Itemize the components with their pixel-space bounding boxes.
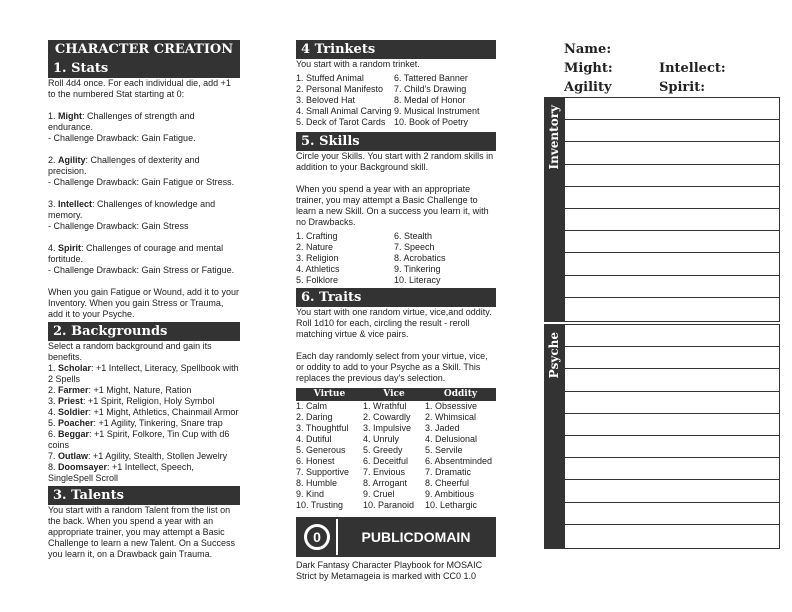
traits-cell: 8. Cheerful bbox=[425, 478, 470, 488]
trinkets-skills-traits-column bbox=[296, 40, 496, 582]
stat-item bbox=[48, 111, 240, 133]
talents-section bbox=[48, 505, 240, 560]
list-item: 6. Tattered Banner bbox=[394, 73, 468, 83]
background-number: 3. bbox=[48, 396, 59, 406]
slot-row[interactable] bbox=[565, 480, 779, 502]
background-item bbox=[48, 363, 240, 385]
list-item: 4. Athletics bbox=[296, 264, 340, 274]
slot-row[interactable] bbox=[565, 458, 779, 480]
list-item: 5. Folklore bbox=[296, 275, 339, 285]
slot-row[interactable] bbox=[565, 392, 779, 414]
trinkets-intro: You start with a random trinket. bbox=[296, 59, 420, 69]
slot-row[interactable] bbox=[565, 325, 779, 347]
backgrounds-section bbox=[48, 341, 240, 484]
background-number: 6. bbox=[48, 429, 59, 439]
background-number: 1. bbox=[48, 363, 59, 373]
footer bbox=[296, 560, 496, 582]
traits-intro: You start with one random virtue, vice,and oddity. Roll 1d10 for each, circling the result - reroll matching virtue & vice pairs. bbox=[296, 307, 492, 339]
character-creation-title: CHARACTER CREATION bbox=[48, 40, 240, 59]
traits-cell: 5. Servile bbox=[425, 445, 463, 455]
background-item bbox=[48, 429, 240, 451]
stat-name: Agility bbox=[58, 155, 86, 165]
background-item bbox=[48, 385, 240, 396]
footer-line-2: Strict by Metamageia is marked with CC0 1.0 bbox=[296, 571, 477, 581]
list-item: 7. Child's Drawing bbox=[394, 84, 467, 94]
list-item: 9. Tinkering bbox=[394, 264, 441, 274]
list-item: 10. Literacy bbox=[394, 275, 441, 285]
list-item: 6. Stealth bbox=[394, 231, 433, 241]
traits-cell: 6. Honest bbox=[296, 456, 335, 466]
slot-row[interactable] bbox=[565, 347, 779, 369]
skills-section bbox=[296, 151, 496, 286]
slot-row[interactable] bbox=[565, 525, 779, 547]
background-number: 4. bbox=[48, 407, 59, 417]
psyche-label: Psyche bbox=[547, 332, 561, 379]
character-fields bbox=[564, 40, 780, 97]
stat-number: 3. bbox=[48, 199, 59, 209]
background-desc: : +1 Spirit, Folkore, Tin Cup with d6 coins bbox=[48, 429, 230, 450]
slot-row[interactable] bbox=[565, 253, 779, 275]
traits-cell: 8. Arrogant bbox=[363, 478, 408, 488]
background-name: Farmer bbox=[58, 385, 89, 395]
background-name: Poacher bbox=[58, 418, 94, 428]
traits-cell: 3. Thoughtful bbox=[296, 423, 349, 433]
stat-item bbox=[48, 243, 240, 265]
background-name: Scholar bbox=[58, 363, 92, 373]
slot-row[interactable] bbox=[565, 276, 779, 298]
slot-row[interactable] bbox=[565, 436, 779, 458]
background-number: 5. bbox=[48, 418, 59, 428]
spacer bbox=[48, 232, 240, 243]
slot-row[interactable] bbox=[565, 414, 779, 436]
stats-intro: Roll 4d4 once. For each individual die, add +1 to the numbered Stat starting at 0: bbox=[48, 78, 231, 99]
traits-cell: 4. Delusional bbox=[425, 434, 478, 444]
background-number: 2. bbox=[48, 385, 59, 395]
trinkets-header: 4 Trinkets bbox=[296, 40, 496, 59]
traits-cell: 7. Supportive bbox=[296, 467, 350, 477]
background-item bbox=[48, 396, 240, 407]
stat-desc: : Challenges of courage and mental fortitude. bbox=[48, 243, 224, 264]
list-item: 10. Book of Poetry bbox=[394, 117, 469, 127]
slot-row[interactable] bbox=[565, 298, 779, 320]
background-number: 8. bbox=[48, 462, 59, 472]
background-desc: : +1 Intellect, Speech, SingleSpell Scroll bbox=[48, 462, 194, 483]
stat-drawback: - Challenge Drawback: Gain Fatigue. bbox=[48, 133, 196, 143]
stat-name: Might bbox=[58, 111, 83, 121]
traits-cell: 8. Humble bbox=[296, 478, 338, 488]
traits-cell: 9. Kind bbox=[296, 489, 325, 499]
traits-cell: 2. Whimsical bbox=[425, 412, 477, 422]
traits-cell: 10. Paranoid bbox=[363, 500, 415, 510]
traits-cell: 1. Obsessive bbox=[425, 401, 478, 411]
background-desc: : +1 Might, Nature, Ration bbox=[88, 385, 192, 395]
spirit-label: Spirit: bbox=[659, 80, 706, 95]
background-name: Outlaw bbox=[58, 451, 89, 461]
background-name: Doomsayer bbox=[58, 462, 108, 472]
inventory-slots bbox=[564, 97, 780, 322]
inventory-sidebar bbox=[544, 97, 564, 322]
name-label: Name: bbox=[564, 42, 612, 57]
public-domain-icon: 0 bbox=[298, 519, 336, 555]
list-item: 2. Nature bbox=[296, 242, 334, 252]
traits-cell: 10. Trusting bbox=[296, 500, 344, 510]
list-item: 7. Speech bbox=[394, 242, 435, 252]
stat-number: 2. bbox=[48, 155, 59, 165]
traits-cell: 5. Generous bbox=[296, 445, 346, 455]
background-desc: : +1 Intellect, Literacy, Spellbook with 2 Spells bbox=[48, 363, 239, 384]
traits-cell: 3. Impulsive bbox=[363, 423, 412, 433]
stats-section bbox=[48, 78, 240, 320]
background-desc: : +1 Might, Athletics, Chainmail Armor bbox=[88, 407, 239, 417]
talents-header: 3. Talents bbox=[48, 486, 240, 505]
slot-row[interactable] bbox=[565, 120, 779, 142]
traits-cell: 2. Cowardly bbox=[363, 412, 411, 422]
slot-row[interactable] bbox=[565, 209, 779, 231]
stat-number: 4. bbox=[48, 243, 59, 253]
skill-list bbox=[296, 231, 496, 286]
stat-drawback: - Challenge Drawback: Gain Stress or Fatigue. bbox=[48, 265, 235, 275]
traits-cell: 4. Dutiful bbox=[296, 434, 332, 444]
stat-drawback: - Challenge Drawback: Gain Fatigue or Stress. bbox=[48, 177, 235, 187]
skills-header: 5. Skills bbox=[296, 132, 496, 151]
skills-intro: Circle your Skills. You start with 2 random skills in addition to your Background skill. bbox=[296, 151, 494, 172]
traits-cell: 10. Lethargic bbox=[425, 500, 478, 510]
backgrounds-header: 2. Backgrounds bbox=[48, 322, 240, 341]
background-item bbox=[48, 407, 240, 418]
traits-cell: 4. Unruly bbox=[363, 434, 400, 444]
background-desc: : +1 Spirit, Religion, Holy Symbol bbox=[83, 396, 215, 406]
slot-row[interactable] bbox=[565, 142, 779, 164]
slot-row[interactable] bbox=[565, 98, 779, 120]
footer-line-1: Dark Fantasy Character Playbook for MOSAIC bbox=[296, 560, 483, 570]
list-item: 2. Personal Manifesto bbox=[296, 84, 384, 94]
background-name: Beggar bbox=[58, 429, 90, 439]
traits-table bbox=[296, 388, 496, 511]
background-item bbox=[48, 418, 240, 429]
might-label: Might: bbox=[564, 61, 613, 76]
traits-intro-2: Each day randomly select from your virtue, vice, or oddity to add to your Psyche as a Skill. This replaces the previous day's selection. bbox=[296, 351, 488, 383]
stat-drawback: - Challenge Drawback: Gain Stress bbox=[48, 221, 189, 231]
list-item: 8. Acrobatics bbox=[394, 253, 446, 263]
list-item: 1. Stuffed Animal bbox=[296, 73, 364, 83]
slot-row[interactable] bbox=[565, 503, 779, 525]
public-domain-text: PUBLICDOMAIN bbox=[338, 519, 494, 555]
intellect-label: Intellect: bbox=[659, 61, 726, 76]
stats-header: 1. Stats bbox=[48, 59, 240, 78]
traits-cell: 1. Calm bbox=[296, 401, 328, 411]
traits-cell: 5. Greedy bbox=[363, 445, 403, 455]
stat-desc: : Challenges of dexterity and precision. bbox=[48, 155, 200, 176]
slot-row[interactable] bbox=[565, 369, 779, 391]
agility-label: Agility bbox=[564, 80, 612, 95]
psyche-sidebar bbox=[544, 324, 564, 549]
background-desc: : +1 Agility, Stealth, Stollen Jewelry bbox=[88, 451, 228, 461]
background-name: Soldier bbox=[58, 407, 89, 417]
stat-name: Intellect bbox=[58, 199, 93, 209]
slot-row[interactable] bbox=[565, 165, 779, 187]
list-item: 5. Deck of Tarot Cards bbox=[296, 117, 386, 127]
list-item: 3. Religion bbox=[296, 253, 339, 263]
traits-cell: 6. Absentminded bbox=[425, 456, 493, 466]
list-item: 3. Beloved Hat bbox=[296, 95, 356, 105]
traits-cell: 7. Envious bbox=[363, 467, 406, 477]
traits-cell: 2. Daring bbox=[296, 412, 333, 422]
traits-cell: 6. Deceitful bbox=[363, 456, 409, 466]
skills-intro-2: When you spend a year with an appropriate trainer, you may attempt a Basic Challenge to learn a new Skill. On a success you learn it, with no Drawbacks. bbox=[296, 184, 489, 227]
traits-cell: 1. Wrathful bbox=[363, 401, 407, 411]
stat-desc: : Challenges of strength and endurance. bbox=[48, 111, 195, 132]
stat-name: Spirit bbox=[58, 243, 82, 253]
list-item: 4. Small Animal Carving bbox=[296, 106, 392, 116]
stats-outro: When you gain Fatigue or Wound, add it to your Inventory. When you gain Stress or Trauma, add it to your Psyche. bbox=[48, 287, 239, 319]
traits-column-header: Oddity bbox=[425, 388, 496, 401]
talents-text: You start with a random Talent from the list on the back. When you spend a year with an appropriate trainer, you may attempt a Basic Challenge to learn a new Talent. On a Success you learn it, on a Drawback gain Trauma. bbox=[48, 505, 235, 559]
list-item: 1. Crafting bbox=[296, 231, 338, 241]
inventory-label: Inventory bbox=[547, 105, 561, 170]
traits-cell: 3. Jaded bbox=[425, 423, 460, 433]
background-name: Priest bbox=[58, 396, 84, 406]
stat-number: 1. bbox=[48, 111, 59, 121]
psyche-slots bbox=[564, 324, 780, 549]
trinket-list bbox=[296, 73, 496, 128]
background-number: 7. bbox=[48, 451, 59, 461]
traits-column-header: Virtue bbox=[296, 388, 363, 401]
traits-cell: 9. Ambitious bbox=[425, 489, 475, 499]
slot-row[interactable] bbox=[565, 187, 779, 209]
list-item: 8. Medal of Honor bbox=[394, 95, 466, 105]
background-item bbox=[48, 462, 240, 484]
list-item: 9. Musical Instrument bbox=[394, 106, 480, 116]
background-item bbox=[48, 451, 240, 462]
spacer bbox=[48, 188, 240, 199]
public-domain-logo bbox=[296, 517, 496, 557]
background-desc: : +1 Agility, Tinkering, Snare trap bbox=[93, 418, 223, 428]
traits-header: 6. Traits bbox=[296, 288, 496, 307]
backgrounds-intro: Select a random background and gain its benefits. bbox=[48, 341, 212, 362]
slot-row[interactable] bbox=[565, 231, 779, 253]
stat-desc: : Challenges of knowledge and memory. bbox=[48, 199, 216, 220]
stat-item bbox=[48, 199, 240, 221]
stat-item bbox=[48, 155, 240, 177]
spacer bbox=[48, 276, 240, 287]
traits-section bbox=[296, 307, 496, 511]
traits-cell: 7. Dramatic bbox=[425, 467, 472, 477]
traits-column-header: Vice bbox=[363, 388, 425, 401]
inventory-box bbox=[544, 97, 780, 322]
spacer bbox=[48, 144, 240, 155]
character-creation-column bbox=[48, 40, 240, 560]
trinkets-section bbox=[296, 59, 496, 128]
traits-cell: 9. Cruel bbox=[363, 489, 395, 499]
psyche-box bbox=[544, 324, 780, 549]
